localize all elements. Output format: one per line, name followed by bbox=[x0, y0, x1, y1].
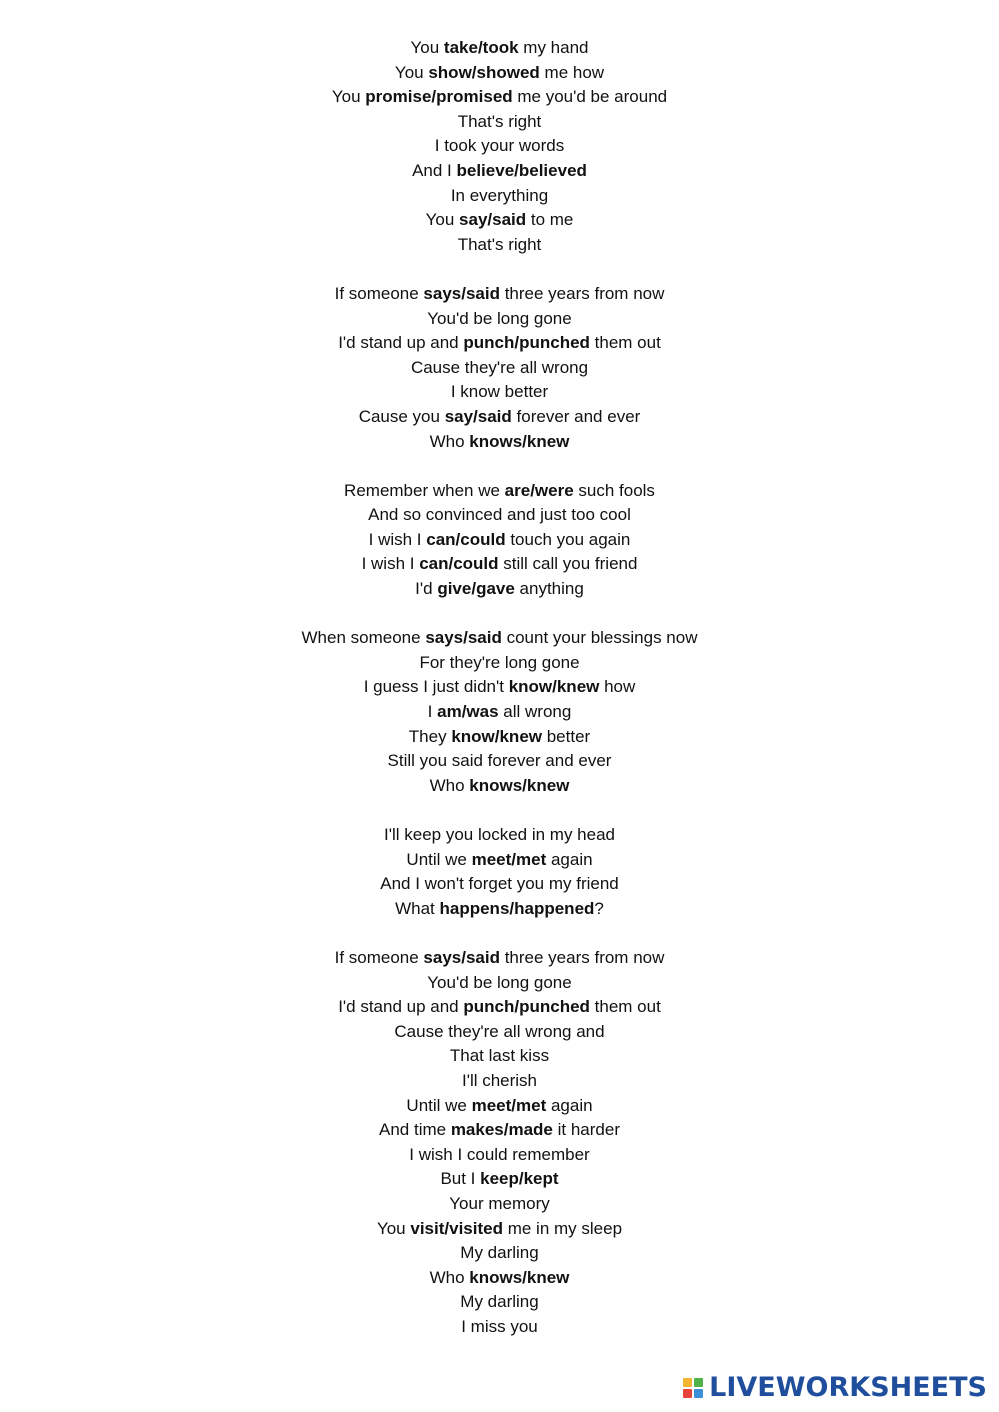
lyric-line bbox=[0, 405, 999, 430]
lyric-text: Remember when we bbox=[344, 480, 505, 500]
lyric-text: anything bbox=[514, 579, 584, 599]
lyric-line bbox=[0, 85, 999, 110]
lyric-text: it harder bbox=[552, 1120, 620, 1140]
lyric-line bbox=[0, 946, 999, 971]
verb-choice: knows/knew bbox=[469, 775, 570, 795]
lyric-text: You bbox=[376, 1218, 411, 1238]
lyric-text: Who bbox=[429, 431, 470, 451]
stanza bbox=[0, 479, 999, 602]
lyric-text: Still you said forever and ever bbox=[387, 751, 612, 771]
lyric-text: If someone bbox=[334, 947, 424, 967]
verb-choice: meet/met bbox=[471, 849, 547, 869]
lyric-text: My darling bbox=[460, 1243, 539, 1263]
lyric-text: If someone bbox=[334, 283, 424, 303]
lyric-text: I'll cherish bbox=[461, 1070, 538, 1090]
lyric-line bbox=[0, 725, 999, 750]
lyric-line bbox=[0, 1167, 999, 1192]
lyric-text: Cause they're all wrong bbox=[410, 357, 589, 377]
lyric-line bbox=[0, 307, 999, 332]
verb-choice: take/took bbox=[443, 38, 519, 57]
lyric-line bbox=[0, 1044, 999, 1069]
verb-choice: says/said bbox=[423, 947, 500, 967]
lyric-text: You bbox=[331, 87, 366, 107]
verb-choice: visit/visited bbox=[410, 1218, 503, 1238]
stanza bbox=[0, 946, 999, 1340]
lyric-text: You bbox=[394, 62, 429, 82]
lyric-text: I guess I just didn't bbox=[363, 677, 509, 697]
lyric-text: When someone bbox=[301, 628, 426, 648]
logo-square-2 bbox=[694, 1378, 703, 1387]
lyric-text: And I won't forget you my friend bbox=[380, 874, 619, 894]
lyric-text: Your memory bbox=[449, 1193, 550, 1213]
lyric-line bbox=[0, 1094, 999, 1119]
verb-choice: say/said bbox=[444, 406, 512, 426]
verb-choice: keep/kept bbox=[480, 1169, 559, 1189]
lyric-text: That's right bbox=[457, 234, 542, 254]
lyric-text: me in my sleep bbox=[502, 1218, 623, 1238]
logo-square-4 bbox=[694, 1389, 703, 1398]
verb-choice: know/knew bbox=[451, 726, 542, 746]
lyric-line bbox=[0, 1266, 999, 1291]
verb-choice: know/knew bbox=[508, 677, 600, 697]
verb-choice: give/gave bbox=[437, 579, 515, 599]
lyric-line bbox=[0, 1143, 999, 1168]
lyric-line bbox=[0, 995, 999, 1020]
verb-choice: says/said bbox=[423, 283, 500, 303]
lyric-line bbox=[0, 774, 999, 799]
lyric-text: me how bbox=[539, 62, 605, 82]
lyric-text: again bbox=[546, 1095, 593, 1115]
lyric-line bbox=[0, 110, 999, 135]
lyric-text: I'll keep you locked in my head bbox=[384, 825, 615, 844]
lyric-text: And I bbox=[412, 160, 457, 180]
stanza bbox=[0, 626, 999, 798]
lyric-line bbox=[0, 749, 999, 774]
lyric-text: I'd stand up and bbox=[338, 333, 464, 353]
lyric-line bbox=[0, 651, 999, 676]
lyric-text: I bbox=[427, 702, 438, 722]
lyric-text: them out bbox=[589, 333, 661, 353]
lyric-text: all wrong bbox=[498, 702, 572, 722]
lyric-line bbox=[0, 1020, 999, 1045]
lyric-text: And so convinced and just too cool bbox=[368, 505, 631, 525]
stanza bbox=[0, 36, 999, 257]
verb-choice: are/were bbox=[504, 480, 574, 500]
lyric-text: And time bbox=[379, 1120, 451, 1140]
lyric-text: count your blessings now bbox=[501, 628, 698, 648]
lyric-text: I wish I bbox=[361, 554, 420, 574]
lyric-line bbox=[0, 233, 999, 258]
lyric-text: You'd be long gone bbox=[427, 972, 572, 992]
lyric-line bbox=[0, 503, 999, 528]
lyric-text: Who bbox=[429, 775, 470, 795]
verb-choice: knows/knew bbox=[469, 1267, 570, 1287]
lyric-line bbox=[0, 479, 999, 504]
lyric-line bbox=[0, 848, 999, 873]
logo-square-1 bbox=[683, 1378, 692, 1387]
lyric-line bbox=[0, 1241, 999, 1266]
lyric-text: I took your words bbox=[434, 136, 565, 156]
lyric-text: I know better bbox=[450, 382, 549, 402]
lyric-line bbox=[0, 1069, 999, 1094]
lyric-text: me you'd be around bbox=[512, 87, 668, 107]
lyric-line bbox=[0, 159, 999, 184]
lyric-line bbox=[0, 208, 999, 233]
lyric-text: how bbox=[599, 677, 636, 697]
verb-choice: show/showed bbox=[428, 62, 540, 82]
verb-choice: punch/punched bbox=[463, 997, 590, 1017]
verb-choice: can/could bbox=[419, 554, 499, 574]
verb-choice: can/could bbox=[426, 529, 506, 549]
verb-choice: promise/promised bbox=[365, 87, 513, 107]
lyric-line bbox=[0, 872, 999, 897]
lyric-text: three years from now bbox=[499, 283, 665, 303]
verb-choice: knows/knew bbox=[469, 431, 570, 451]
lyric-line bbox=[0, 626, 999, 651]
lyrics-worksheet bbox=[0, 36, 999, 1339]
liveworksheets-logo-icon bbox=[683, 1378, 703, 1398]
verb-choice: makes/made bbox=[450, 1120, 553, 1140]
lyric-text: ? bbox=[594, 898, 604, 918]
lyric-line bbox=[0, 134, 999, 159]
verb-choice: am/was bbox=[437, 702, 499, 722]
lyric-line bbox=[0, 282, 999, 307]
lyric-text: I'd stand up and bbox=[338, 997, 464, 1017]
lyric-line bbox=[0, 1217, 999, 1242]
lyric-line bbox=[0, 356, 999, 381]
lyric-text: better bbox=[542, 726, 591, 746]
lyric-line bbox=[0, 1315, 999, 1340]
lyric-text: That last kiss bbox=[449, 1046, 550, 1066]
stanza bbox=[0, 282, 999, 454]
lyric-text: In everything bbox=[450, 185, 549, 205]
lyric-text: I wish I could remember bbox=[409, 1144, 590, 1164]
lyric-line bbox=[0, 971, 999, 996]
lyric-text: Cause they're all wrong and bbox=[394, 1021, 605, 1041]
logo-text: LIVEWORKSHEETS bbox=[709, 1372, 987, 1403]
lyric-text: You bbox=[410, 38, 444, 57]
lyric-text: three years from now bbox=[499, 947, 665, 967]
lyric-text: my hand bbox=[518, 38, 589, 57]
lyric-line bbox=[0, 430, 999, 455]
lyric-line bbox=[0, 823, 999, 848]
lyric-line bbox=[0, 184, 999, 209]
verb-choice: say/said bbox=[459, 210, 527, 230]
verb-choice: happens/happened bbox=[439, 898, 595, 918]
lyric-text: But I bbox=[440, 1169, 481, 1189]
lyric-line bbox=[0, 380, 999, 405]
lyric-text: For they're long gone bbox=[419, 652, 580, 672]
lyric-text: Until we bbox=[406, 849, 472, 869]
lyric-text: forever and ever bbox=[511, 406, 641, 426]
lyric-line bbox=[0, 331, 999, 356]
lyric-text: again bbox=[546, 849, 593, 869]
lyric-text: still call you friend bbox=[498, 554, 638, 574]
lyric-text: I'd bbox=[415, 579, 438, 599]
verb-choice: meet/met bbox=[471, 1095, 547, 1115]
lyric-line bbox=[0, 577, 999, 602]
lyric-text: Cause you bbox=[358, 406, 445, 426]
lyric-line bbox=[0, 1118, 999, 1143]
liveworksheets-logo bbox=[683, 1371, 987, 1405]
lyric-line bbox=[0, 552, 999, 577]
lyric-text: What bbox=[395, 898, 440, 918]
lyric-text: them out bbox=[589, 997, 661, 1017]
lyric-text: to me bbox=[526, 210, 574, 230]
logo-square-3 bbox=[683, 1389, 692, 1398]
verb-choice: believe/believed bbox=[456, 160, 587, 180]
lyric-text: Who bbox=[429, 1267, 470, 1287]
verb-choice: says/said bbox=[425, 628, 502, 648]
lyric-line bbox=[0, 700, 999, 725]
lyric-line bbox=[0, 36, 999, 61]
lyric-text: such fools bbox=[573, 480, 655, 500]
lyric-line bbox=[0, 1290, 999, 1315]
lyric-line bbox=[0, 1192, 999, 1217]
lyric-text: You'd be long gone bbox=[427, 308, 572, 328]
lyric-line bbox=[0, 61, 999, 86]
lyric-line bbox=[0, 675, 999, 700]
lyric-text: I wish I bbox=[368, 529, 427, 549]
verb-choice: punch/punched bbox=[463, 333, 590, 353]
lyric-line bbox=[0, 528, 999, 553]
lyric-text: I miss you bbox=[461, 1316, 538, 1336]
lyric-text: touch you again bbox=[505, 529, 631, 549]
lyric-text: My darling bbox=[460, 1292, 539, 1312]
lyric-text: You bbox=[425, 210, 460, 230]
stanza bbox=[0, 823, 999, 921]
lyric-line bbox=[0, 897, 999, 922]
lyric-text: They bbox=[408, 726, 452, 746]
lyric-text: That's right bbox=[457, 111, 542, 131]
lyric-text: Until we bbox=[406, 1095, 472, 1115]
